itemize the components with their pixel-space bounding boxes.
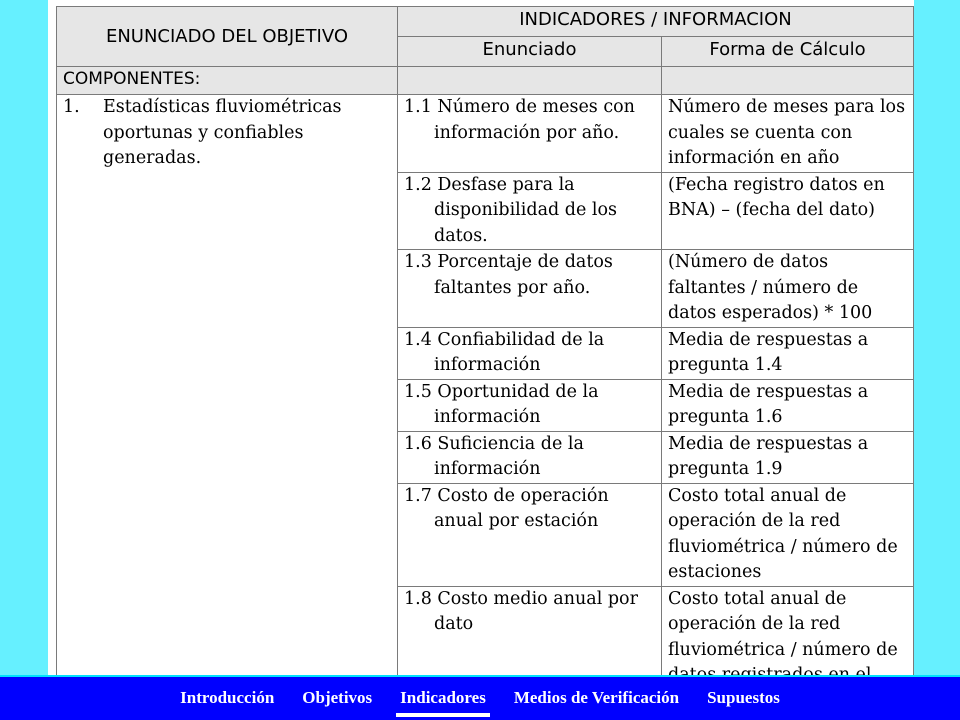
indicator-statement: 1.1 Número de meses con información por año. xyxy=(398,95,662,173)
indicator-calculation: Costo total anual de operación de la red fluviométrica / número de xyxy=(662,586,914,715)
bottom-nav-bar xyxy=(0,675,960,720)
indicator-statement: 1.5 Oportunidad de la información xyxy=(398,379,662,431)
nav-introduccion[interactable]: Introducción xyxy=(180,687,275,707)
statement-header: Enunciado xyxy=(398,37,662,67)
indicator-calculation: (Fecha registro datos en BNA) – (fecha del dato) xyxy=(662,172,914,250)
indicator-calculation: Número de meses para los cuales se cuenta con información en año xyxy=(662,95,914,173)
components-blank-cell xyxy=(398,67,662,95)
indicator-calculation: Media de respuestas a pregunta 1.4 xyxy=(662,327,914,379)
calculation-header: Forma de Cálculo xyxy=(662,37,914,67)
indicator-calculation: Media de respuestas a pregunta 1.9 xyxy=(662,431,914,483)
component-cell xyxy=(57,95,398,715)
components-label: COMPONENTES: xyxy=(57,67,398,95)
indicator-statement: 1.2 Desfase para la disponibilidad de los datos. xyxy=(398,172,662,250)
nav-supuestos[interactable]: Supuestos xyxy=(707,687,780,707)
indicator-statement: 1.8 Costo medio anual por dato xyxy=(398,586,662,715)
indicator-calculation: Media de respuestas a pregunta 1.6 xyxy=(662,379,914,431)
left-side-bar xyxy=(0,0,48,675)
indicator-statement: 1.3 Porcentaje de datos faltantes por año. xyxy=(398,250,662,328)
component-text: Estadísticas fluviométricas oportunas y confiables generadas. xyxy=(103,97,342,168)
objectives-table xyxy=(56,6,914,715)
components-blank-cell xyxy=(662,67,914,95)
indicator-statement: 1.7 Costo de operación anual por estación xyxy=(398,483,662,586)
nav-medios-de-verificacion[interactable]: Medios de Verificación xyxy=(513,687,680,707)
nav-indicadores[interactable]: Indicadores xyxy=(400,688,486,710)
objective-header: ENUNCIADO DEL OBJETIVO xyxy=(57,7,398,67)
nav-objetivos[interactable]: Objetivos xyxy=(302,687,373,707)
component-objective xyxy=(63,95,391,172)
indicators-header: INDICADORES / INFORMACION xyxy=(398,7,914,37)
component-number: 1. xyxy=(63,97,80,117)
indicator-calculation: Costo total anual de operación de la red fluviométrica / número de estaciones xyxy=(662,483,914,586)
right-side-bar xyxy=(914,0,960,675)
indicator-calculation: (Número de datos faltantes / número de datos esperados) * 100 xyxy=(662,250,914,328)
indicator-statement: 1.4 Confiabilidad de la información xyxy=(398,327,662,379)
indicator-statement: 1.6 Suficiencia de la información xyxy=(398,431,662,483)
slide-content xyxy=(48,0,914,675)
